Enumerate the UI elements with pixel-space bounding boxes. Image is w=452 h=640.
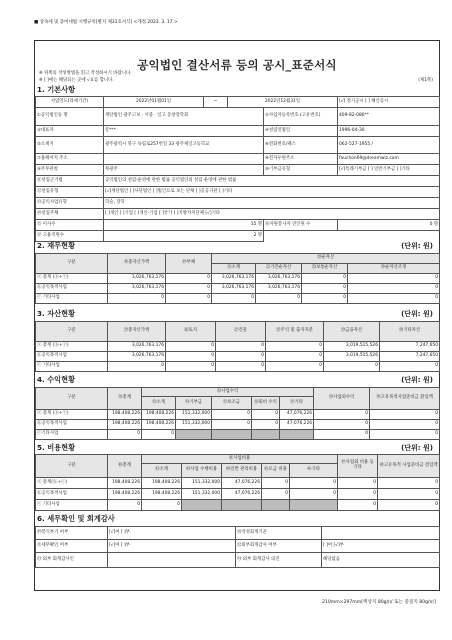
shaded-cell [182, 500, 222, 511]
expense-col-other: ㊻기타 [290, 464, 338, 478]
section-finance: 2. 재무현황 [37, 241, 76, 250]
cell: 47,076,226 [222, 489, 262, 500]
cell: 0 [216, 362, 266, 372]
form-frame [34, 40, 440, 591]
audit-table [35, 526, 440, 568]
bizno-value: 409-82-086** [338, 108, 440, 126]
revenue-col-fee: ㊱회비 수익 [252, 397, 280, 410]
cell: 3,026,763,176 [256, 284, 302, 294]
directors-label: ⑮ 이사수 [36, 220, 104, 231]
cell: 0 [166, 294, 212, 304]
founder-value: [ ]개인 [ ]기업 [ ]개인·기업 [ ]국가 [ ]지방자치단체 [√]기타 [104, 209, 440, 220]
cell: 0 [166, 342, 216, 352]
cell: 0 [212, 420, 252, 430]
cell: 198,408,226 [142, 420, 176, 430]
form-reference: ■ 상속세 및 증여세법 시행규칙[별지 제31호서식] <개정 2023. 3. 17.> [34, 20, 178, 25]
table-row [36, 500, 440, 511]
revenue-col-sum: ㉝소계 [142, 397, 176, 410]
cell: 0 [108, 500, 142, 511]
row-label: ⓒ 기타사업 [36, 294, 108, 304]
table-row [36, 489, 440, 500]
cell: 47,076,226 [222, 478, 262, 489]
name-label: ①공익법인등 명 [36, 108, 104, 126]
cell: 0 [370, 430, 440, 440]
finance-col-ordinary: ㉓보통순자산 [302, 264, 348, 274]
founder-label: ⑭설립주체 [36, 209, 104, 220]
cell: 198,408,226 [142, 410, 176, 420]
cell: 0 [348, 284, 440, 294]
expense-col-sum: ㊷소계 [142, 464, 182, 478]
row-label: ⓐ 총계 (ⓑ+ⓒ) [36, 274, 108, 284]
cell: 198,408,226 [142, 489, 182, 500]
assets-table [35, 321, 440, 372]
shaded-cell [222, 500, 262, 511]
cell: 7,247,650 [380, 352, 440, 362]
audit-bookkeeping-label: ㊾복식부기 여부 [36, 527, 108, 540]
cell: 0 [216, 352, 266, 362]
expense-col-business: ㊶사업비용 [142, 455, 338, 464]
audit-tax-check-value: [√]여 [ ]부 [108, 540, 236, 553]
cell: 0 [266, 362, 324, 372]
table-row [36, 274, 440, 284]
section-revenue: 4. 수익현황 [37, 375, 76, 384]
volunteers-value: 0 명 [338, 220, 440, 231]
row-label: ⓒ 기타사업 [36, 362, 108, 372]
cell: 3,026,763,176 [212, 274, 256, 284]
table-row [36, 478, 440, 489]
expense-col-direct: ㊸사업 수행비용 [182, 464, 222, 478]
type-value: [√]재단법인 [ ]사단법인 [ ]법인으로 보는 단체 [ ]공공기관 [ ]기타 [104, 187, 440, 198]
table-row [36, 410, 440, 420]
basic-table [35, 96, 440, 242]
donor-label: ⑩기부금유형 [264, 165, 338, 176]
cell: 0 [252, 420, 280, 430]
cell: 198,408,226 [108, 478, 142, 489]
donor-value: [√]특례기부금 [ ] 일반기부금 [ ]기타 [338, 165, 440, 176]
expense-col-fund: ㊺모금 비용 [262, 464, 290, 478]
finance-col-sum: ㉑소계 [212, 264, 256, 274]
cell: 0 [290, 489, 338, 500]
tel-label: ⑥전화번호/팩스 [264, 137, 338, 154]
cell: 0 [370, 420, 440, 430]
table-row [36, 342, 440, 352]
paper-spec: 210mm×297mm[백상지 80g/㎡ 또는 중질지 80g/㎡] [321, 600, 436, 605]
shaded-cell [252, 430, 280, 440]
employees-label: ⑰ 고용직원수 [36, 231, 104, 242]
form-title: 공익법인 결산서류 등의 공시_표준서식 [137, 58, 337, 72]
revenue-col-donation: ㉞기부금 [176, 397, 212, 410]
cell: 0 [166, 284, 212, 294]
period-from: 2022년01월01일 [104, 97, 204, 108]
cell: 3,026,763,176 [212, 284, 256, 294]
cell: 3,026,763,176 [108, 352, 166, 362]
estab-value: 1996-04-30 [338, 126, 440, 137]
section-expense: 5. 비용현황 [37, 443, 76, 452]
shaded-cell [176, 430, 212, 440]
cell: 7,247,650 [380, 342, 440, 352]
cell: 0 [262, 478, 290, 489]
table-row [36, 362, 440, 372]
rep-label: ③대표자 [36, 126, 104, 137]
unit-label-finance: (단위: 원) [401, 242, 433, 250]
row-label: ⓐ 총계 (ⓑ+ⓒ) [36, 342, 108, 352]
cell: 3,019,515,526 [324, 352, 380, 362]
volunteers-label: ⑯자원봉사자 연인원 수 [264, 220, 338, 231]
cell: 0 [290, 478, 338, 489]
audit-external-label: ㉜외부회계감사 여부 [236, 540, 322, 553]
cell: 198,408,226 [108, 489, 142, 500]
expense-table [35, 454, 440, 511]
cell: 0 [348, 294, 440, 304]
expense-col-total: ㊵총계 [108, 455, 142, 478]
audit-bookkeeping-value: [√]여 [ ]부 [108, 527, 236, 540]
home-value [104, 154, 264, 165]
assets-col-financial: ㉙금융자산 [324, 322, 380, 342]
shaded-cell [280, 430, 314, 440]
revenue-col-gubun: 구분 [36, 388, 108, 410]
expense-col-biz-other: ㊼사업외 비용 등 기타 [338, 455, 378, 478]
revenue-col-business: ㉜사업수익 [142, 388, 314, 397]
row-label: ⓐ 총계(ⓑ+ⓒ) [36, 478, 108, 489]
shaded-cell [262, 500, 290, 511]
email-value: fauchon69@dreamwiz.com [338, 154, 440, 165]
cell: 3,019,515,526 [324, 342, 380, 352]
cell: 3,026,763,176 [108, 274, 166, 284]
revenue-col-reserve: ㊴고유목적사업준비금 환입액 [370, 388, 440, 410]
audit-opinion-label: ㉞ 외부 회계감사 의견 [236, 553, 322, 568]
cell: 0 [370, 410, 440, 420]
revenue-table [35, 387, 440, 440]
basis-value: 공익법인의 설립·운영에 관한 법률 공익법인의 설립·운영에 관한 법률 [104, 176, 440, 187]
table-row [36, 284, 440, 294]
cell: 0 [142, 430, 176, 440]
audit-external-value: [ ]여 [√]부 [322, 540, 440, 553]
audit-standard-label: ㊿작성회계기준 [236, 527, 322, 540]
cell: 0 [338, 478, 378, 489]
finance-col-net: ⑳순자산 [212, 254, 440, 264]
cell: 3,026,763,176 [108, 342, 166, 352]
revenue-col-subsidy: ㉟보조금 [212, 397, 252, 410]
row-label: ⓒ 기타사업 [36, 500, 108, 511]
table-row [36, 352, 440, 362]
cell: 0 [348, 274, 440, 284]
expense-col-reserve: ㊽고유목적 사업준비금 전입액 [378, 455, 440, 478]
cell: 0 [212, 410, 252, 420]
audit-auditor-value [108, 553, 236, 568]
cell: 198,408,226 [108, 420, 142, 430]
table-row [36, 294, 440, 304]
cell: 198,408,226 [142, 478, 182, 489]
email-label: ⑧전자우편주소 [264, 154, 338, 165]
finance-col-adjust: ㉔순자산조정 [348, 264, 440, 274]
audit-auditor-label: ㉝ 외부 회계감사인 [36, 553, 108, 568]
cell: 0 [266, 342, 324, 352]
assets-col-building: ㉗건물 [216, 322, 266, 342]
cell: 0 [166, 352, 216, 362]
row-label: ⓑ공익목적사업 [36, 420, 108, 430]
home-label: ⑦홈페이지 주소 [36, 154, 104, 165]
revenue-col-biz-other: ㊳사업외수익 [314, 388, 370, 410]
row-label: ⓑ공익목적사업 [36, 352, 108, 362]
finance-table [35, 253, 440, 304]
row-label: ⓑ공익목적사업 [36, 284, 108, 294]
cell: 0 [108, 294, 166, 304]
field-value: 학술, 장학 [104, 198, 440, 209]
audit-standard-value [322, 527, 440, 540]
section-audit: 6. 세무확인 및 회계감사 [37, 514, 115, 523]
unit-label-assets: (단위: 원) [401, 310, 433, 318]
unit-label-expense: (단위: 원) [401, 444, 433, 452]
cell: 0 [256, 294, 302, 304]
directors-value: 15 명 [104, 220, 264, 231]
cell: 0 [262, 489, 290, 500]
cell: 198,408,226 [108, 410, 142, 420]
note-line-1: ※ 뒤쪽의 작성방법을 읽고 작성하시기 바랍니다. [39, 71, 132, 76]
section-basic: 1. 기본사항 [37, 85, 76, 94]
audit-tax-check-label: ㉛세무확인 여부 [36, 540, 108, 553]
cell: 151,332,000 [182, 489, 222, 500]
table-row [36, 430, 440, 440]
table-row [36, 420, 440, 430]
cell: 0 [302, 284, 348, 294]
bizno-label: ②사업자등록번호 (고유번호) [264, 108, 338, 126]
period-tilde: ~ [204, 97, 228, 108]
shaded-cell [212, 430, 252, 440]
cell: 3,026,763,176 [108, 284, 166, 294]
cell: 0 [314, 430, 370, 440]
cell: 0 [108, 430, 142, 440]
name-value: 재단법인 광주고보 · 서중 · 일고 동창장학회 [104, 108, 264, 126]
period-label: 사업연도(과세기간) [36, 97, 104, 108]
cell: 151,332,000 [176, 410, 212, 420]
expense-col-general: ㊹일반 관리비용 [222, 464, 262, 478]
period-type: [√] 정기공시 [ ] 해산공시 [338, 97, 440, 108]
unit-label-revenue: (단위: 원) [401, 376, 433, 384]
tel-value: 062-527-1955 / [338, 137, 440, 154]
cell: 3,026,763,176 [256, 274, 302, 284]
section-assets: 3. 자산현황 [37, 309, 76, 318]
cell: 0 [252, 410, 280, 420]
finance-col-gubun: 구분 [36, 254, 108, 274]
cell: 47,076,226 [280, 420, 314, 430]
expense-col-gubun: 구분 [36, 455, 108, 478]
finance-col-total-assets: ⑱총자산가액 [108, 254, 166, 274]
note-line-2: ※ [ ]에는 해당되는 곳에 √표를 합니다. [39, 78, 114, 83]
cell: 0 [212, 294, 256, 304]
assets-col-stock: ㉘주식 및 출자지분 [266, 322, 324, 342]
cell: 0 [378, 489, 440, 500]
cell: 0 [266, 352, 324, 362]
row-label: ⓐ 총계 (ⓑ+ⓒ) [36, 410, 108, 420]
page-label: (제1쪽) [418, 78, 433, 83]
cell: 0 [142, 500, 182, 511]
cell: 0 [338, 489, 378, 500]
purpose-value: 북광주 [104, 165, 264, 176]
cell: 0 [216, 342, 266, 352]
assets-col-land: ㉖토지 [166, 322, 216, 342]
cell: 0 [338, 500, 378, 511]
addr-label: ⑤소재지 [36, 137, 104, 154]
shaded-cell [290, 500, 338, 511]
type-label: ⑫설립유형 [36, 187, 104, 198]
cell: 0 [314, 420, 370, 430]
cell: 0 [166, 362, 216, 372]
employees-value: 2 명 [104, 231, 264, 242]
field-label: ⑬공익사업유형 [36, 198, 104, 209]
period-to: 2022년12월31일 [228, 97, 338, 108]
estab-label: ④설립연월일 [264, 126, 338, 137]
purpose-label: ⑨주무관청 [36, 165, 104, 176]
basis-label: ⑪설립근거법 [36, 176, 104, 187]
finance-col-debt: ⑲부채 [166, 254, 212, 274]
cell: 0 [378, 478, 440, 489]
cell: 0 [314, 410, 370, 420]
revenue-col-total: ㉛총계 [108, 388, 142, 410]
cell: 0 [166, 274, 212, 284]
row-label: ⓑ공익목적사업 [36, 489, 108, 500]
cell: 0 [380, 362, 440, 372]
cell: 0 [302, 294, 348, 304]
cell: 151,332,000 [176, 420, 212, 430]
addr-value: 광주광역시 북구 독립로257번길 33 광주제일고등학교 [104, 137, 264, 154]
assets-col-gubun: 구분 [36, 322, 108, 342]
cell: 0 [378, 500, 440, 511]
revenue-col-other: ㊲기타 [280, 397, 314, 410]
audit-opinion-value: 해당없음 [322, 553, 440, 568]
assets-col-other: ㉚기타자산 [380, 322, 440, 342]
cell: 0 [324, 362, 380, 372]
cell: 0 [302, 274, 348, 284]
cell: 0 [108, 362, 166, 372]
cell: 47,076,226 [280, 410, 314, 420]
row-label: ⓒ기타사업 [36, 430, 108, 440]
assets-col-total: ㉕총자산가액 [108, 322, 166, 342]
cell: 151,332,000 [182, 478, 222, 489]
rep-value: 문*** [104, 126, 264, 137]
finance-col-basic: ㉒기본순자산 [256, 264, 302, 274]
